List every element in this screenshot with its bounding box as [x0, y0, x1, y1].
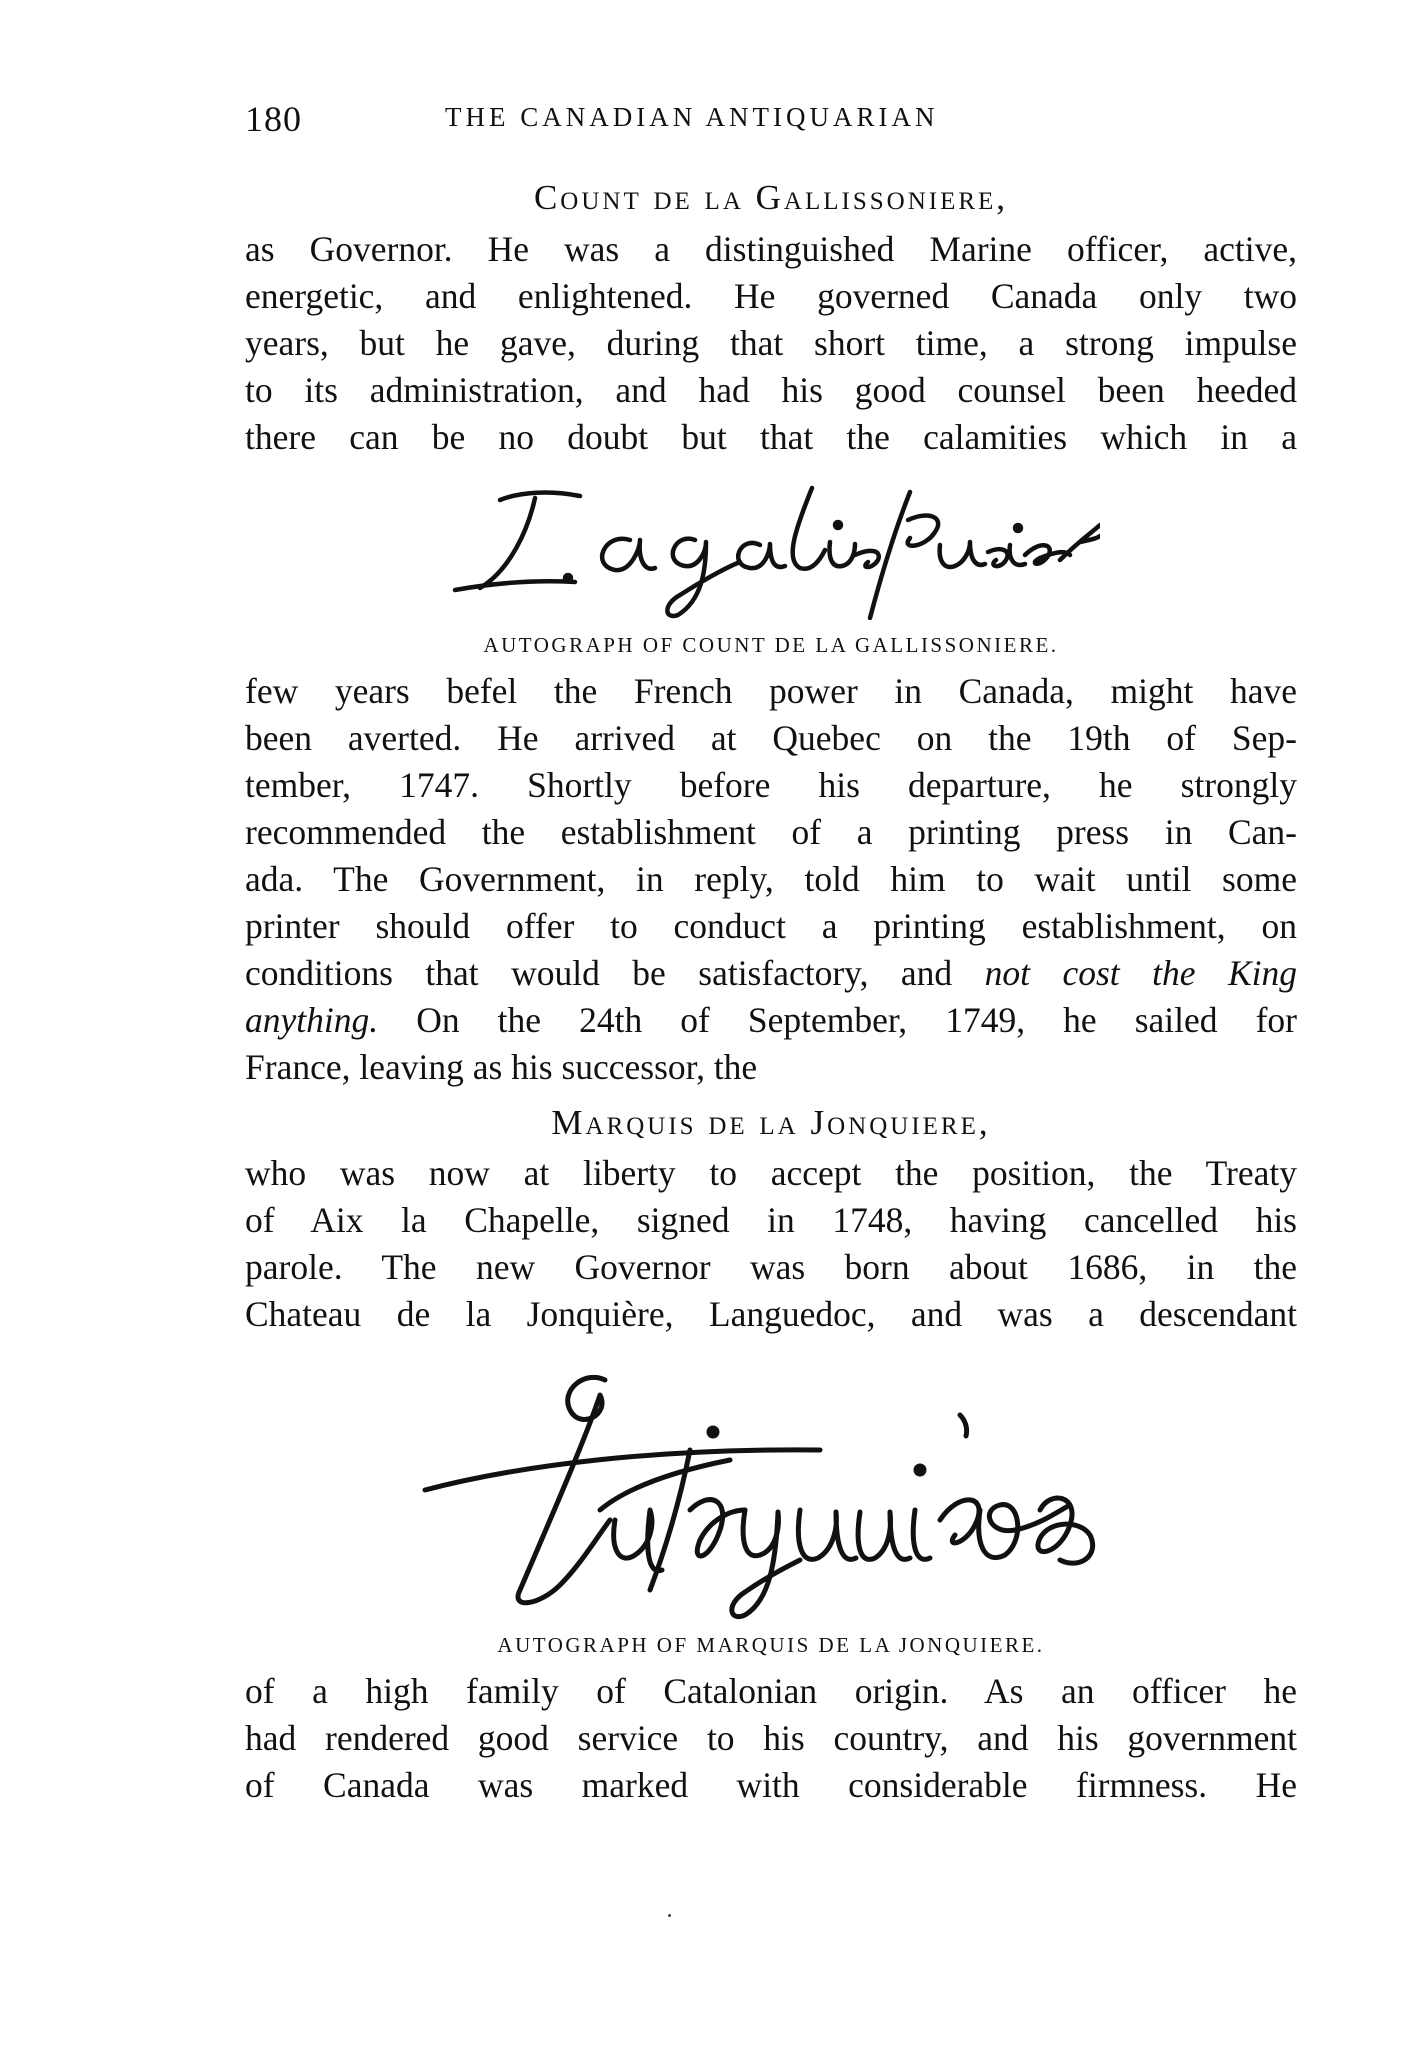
paragraph-3 [245, 1150, 1297, 1338]
text-line: had rendered good service to his country, and his government [245, 1718, 1297, 1758]
text-line: recommended the establishment of a printing press in Can- [245, 812, 1297, 852]
caption-jonquiere: AUTOGRAPH OF MARQUIS DE LA JONQUIERE. [497, 1633, 1045, 1657]
signature-jonquiere-image [400, 1360, 1140, 1620]
text-line: printer should offer to conduct a printing establishment, on [245, 906, 1297, 946]
running-head [245, 98, 1295, 142]
text-line: few years befel the French power in Canada, might have [245, 671, 1297, 711]
text-line: parole. The new Governor was born about 1686, in the [245, 1247, 1297, 1287]
text-line [245, 997, 1297, 1044]
text-line: of Aix la Chapelle, signed in 1748, having cancelled his [245, 1200, 1297, 1240]
text-line: tember, 1747. Shortly before his departure, he strongly [245, 765, 1297, 805]
text-line: who was now at liberty to accept the position, the Treaty [245, 1153, 1297, 1193]
print-speck [668, 1914, 671, 1917]
paragraph-1 [245, 226, 1297, 461]
text-line: Chateau de la Jonquière, Languedoc, and was a descendant [245, 1294, 1297, 1334]
caption-gallissoniere: AUTOGRAPH OF COUNT DE LA GALLISSONIERE. [483, 633, 1059, 657]
text-line: ada. The Government, in reply, told him to wait until some [245, 859, 1297, 899]
text-line: of a high family of Catalonian origin. As an officer he [245, 1671, 1297, 1711]
text-run: On the 24th of September, 1749, he sailed for [416, 1000, 1298, 1040]
text-line: France, leaving as his successor, the [245, 1047, 758, 1087]
paragraph-4 [245, 1668, 1297, 1809]
italic-phrase: not cost the King [984, 953, 1298, 993]
text-line: to its administration, and had his good counsel been heeded [245, 370, 1297, 410]
text-line: energetic, and enlightened. He governed Canada only two [245, 276, 1297, 316]
journal-title: THE CANADIAN ANTIQUARIAN [445, 102, 939, 132]
section-heading-gallissoniere: Count de la Gallissoniere, [533, 178, 1009, 217]
section-heading-jonquiere: Marquis de la Jonquiere, [551, 1103, 991, 1142]
text-line: been averted. He arrived at Quebec on the 19th of Sep- [245, 718, 1297, 758]
text-line [245, 950, 1297, 997]
paragraph-2 [245, 668, 1297, 1091]
signature-gallissoniere-image [440, 470, 1100, 620]
text-run: conditions that would be satisfactory, and [245, 953, 953, 993]
text-line: years, but he gave, during that short time, a strong impulse [245, 323, 1297, 363]
text-line: there can be no doubt but that the calamities which in a [245, 417, 1297, 457]
text-line: as Governor. He was a distinguished Marine officer, active, [245, 229, 1297, 269]
page-number: 180 [245, 99, 302, 139]
text-line: of Canada was marked with considerable firmness. He [245, 1765, 1297, 1805]
italic-phrase: anything. [245, 1000, 379, 1040]
